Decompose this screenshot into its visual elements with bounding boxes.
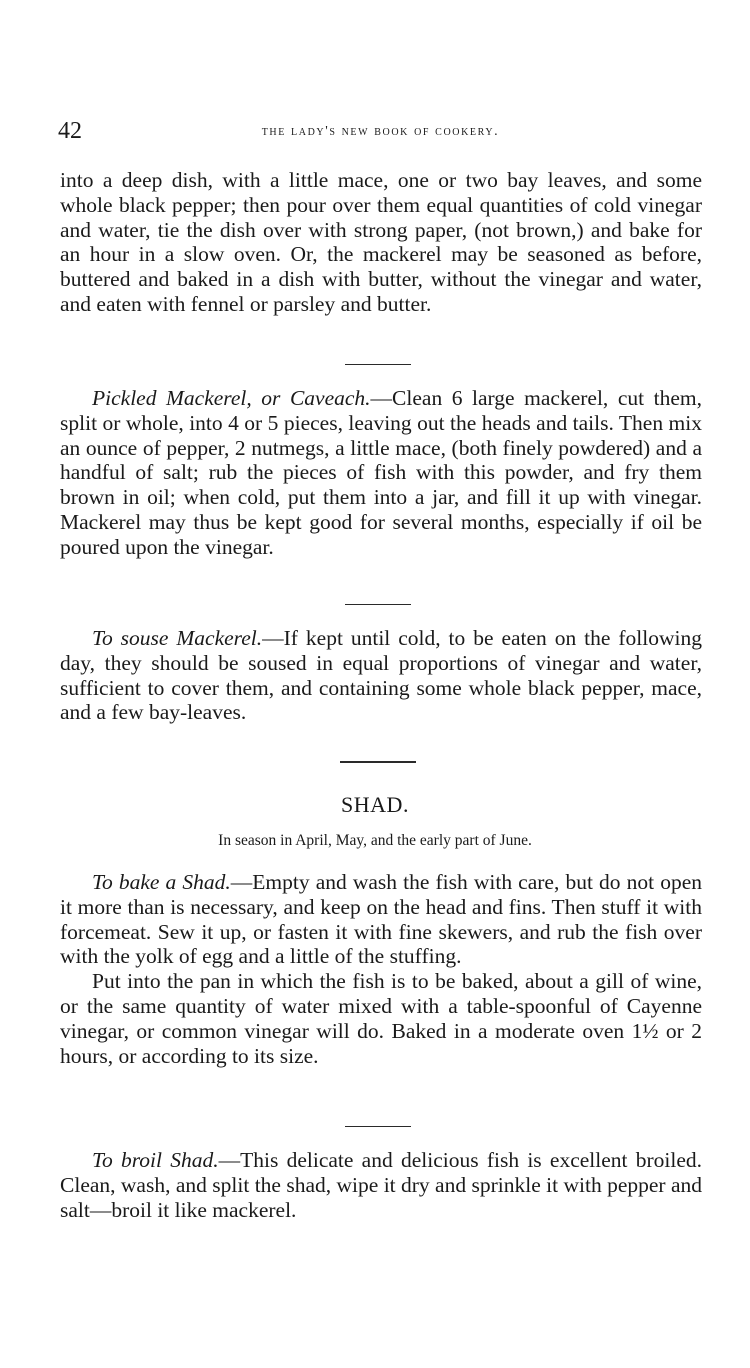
recipe-paragraph <box>60 1148 702 1222</box>
section-title: SHAD. <box>341 792 409 817</box>
section-divider <box>345 364 411 365</box>
recipe-pickled-mackerel <box>60 386 702 560</box>
paragraph-text: into a deep dish, with a little mace, one or two bay leaves, and some whole black pepper; then pour over them equal quantities of cold vinegar and water, tie the dish over with strong paper, (not brown,) and bake for an hour in a slow oven. Or, the mackerel may be seasoned as before, buttered and baked in a dish with butter, without the vinegar and water, and eaten with fennel or parsley and butter. <box>60 168 702 316</box>
recipe-title: To broil Shad. <box>92 1148 219 1172</box>
page-header <box>58 118 703 148</box>
recipe-title: To bake a Shad. <box>92 870 231 894</box>
season-note: In season in April, May, and the early part of June. <box>218 832 532 849</box>
recipe-paragraph <box>60 969 702 1068</box>
section-divider <box>345 1126 411 1127</box>
running-title: the lady's new book of cookery. <box>261 124 500 139</box>
recipe-souse-mackerel <box>60 626 702 725</box>
recipe-body: —This delicate and delicious fish is excellent broiled. Clean, wash, and split the shad, wipe it dry and sprinkle it with pepper and salt—broil it like mackerel. <box>60 1148 703 1222</box>
recipe-title: To souse Mackerel. <box>92 626 263 650</box>
recipe-body: Put into the pan in which the fish is to be baked, about a gill of wine, or the same quantity of water mixed with a table-spoonful of Cayenne vinegar, or common vinegar will do. Baked in a moderate oven 1½ or 2 hours, or according to its size. <box>60 969 702 1068</box>
recipe-title: Pickled Mackerel, or Caveach. <box>92 386 371 410</box>
recipe-broil-shad <box>60 1148 702 1222</box>
chapter-divider <box>340 761 416 763</box>
recipe-body: —If kept until cold, to be eaten on the following day, they should be soused in equal proportions of vinegar and water, sufficient to cover them, and containing some whole black pepper, mace, and a few bay-leaves. <box>60 626 702 725</box>
section-divider <box>345 604 411 605</box>
recipe-paragraph <box>60 870 702 969</box>
continued-paragraph <box>60 168 702 317</box>
recipe-paragraph <box>60 386 702 560</box>
recipe-paragraph <box>60 626 702 725</box>
recipe-body: —Clean 6 large mackerel, cut them, split or whole, into 4 or 5 pieces, leaving out the heads and tails. Then mix an ounce of pepper, 2 nutmegs, a little mace, (both finely powdered) and a handful of salt; rub the pieces of fish with this powder, and fry them brown in oil; when cold, put them into a jar, and fill it up with vinegar. Mackerel may thus be kept good for several months, especially if oil be poured upon the vinegar. <box>60 386 703 559</box>
recipe-bake-shad <box>60 870 702 1068</box>
page-number: 42 <box>58 118 82 144</box>
recipe-body: —Empty and wash the fish with care, but do not open it more than is necessary, and keep on the head and fins. Then stuff it with forcemeat. Sew it up, or fasten it with fine skewers, and rub the fish over with the yolk of egg and a little of the stuffing. <box>60 870 702 969</box>
